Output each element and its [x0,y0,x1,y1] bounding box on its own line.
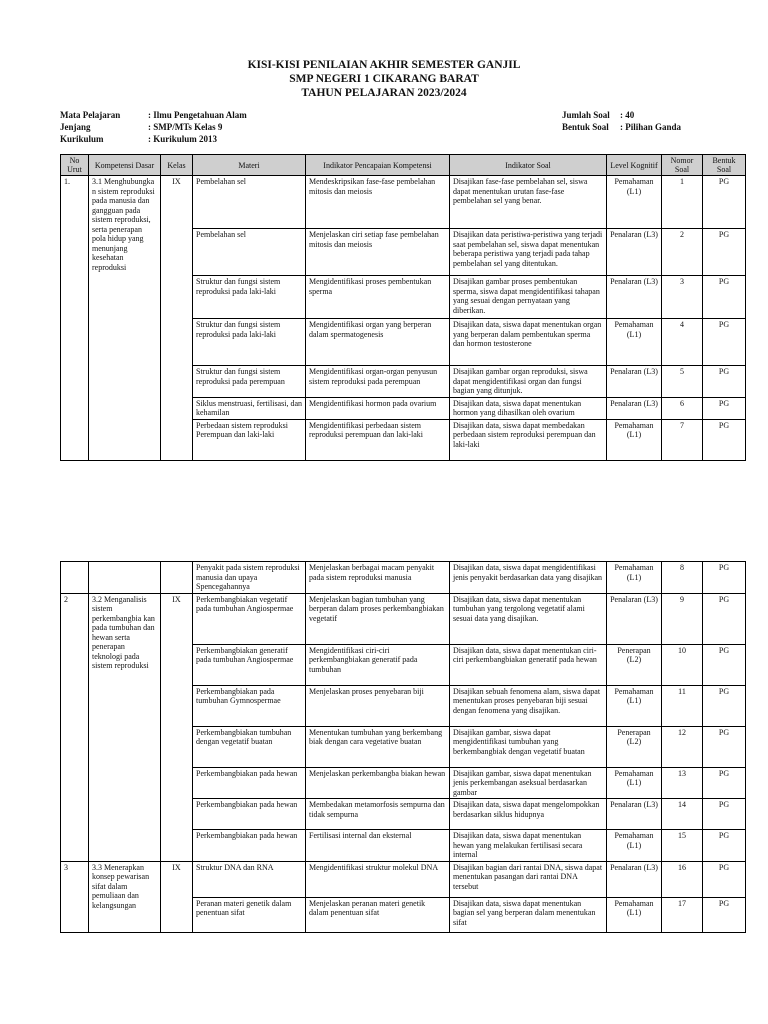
kisi-kisi-table-2 [60,561,746,933]
cell-ipk: Mengidentifikasi hormon pada ovarium [306,397,450,419]
col-header-kelas: Kelas [161,155,193,176]
cell-bentuk: PG [703,229,746,276]
bentuk-soal-value: : Pilihan Ganda [620,122,682,132]
cell-kelas [161,562,193,594]
col-header-ipk: Indikator Pencapaian Kompetensi [306,155,450,176]
cell-bentuk: PG [703,366,746,398]
cell-ipk: Menjelaskan ciri setiap fase pembelahan mitosis dan meiosis [306,229,450,276]
cell-indikator-soal: Disajikan sebuah fenomena alam, siswa dapat menentukan proses penyebaran biji sesuai dengan fenomena yang disajikan. [450,685,607,726]
table-header-row [61,155,746,176]
cell-bentuk: PG [703,176,746,229]
cell-materi: Siklus menstruasi, fertilisasi, dan kehamilan [193,397,306,419]
cell-nomor: 12 [662,726,703,767]
cell-kelas: IX [161,593,193,861]
cell-bentuk: PG [703,685,746,726]
cell-ipk: Menjelaskan peranan materi genetik dalam penentuan sifat [306,897,450,932]
cell-nomor: 2 [662,229,703,276]
cell-materi: Pembelahan sel [193,229,306,276]
cell-bentuk: PG [703,397,746,419]
cell-indikator-soal: Disajikan data, siswa dapat mengidentifikasi jenis penyakit berdasarkan data yang disajikan [450,562,607,594]
cell-kompetensi-dasar: 3.1 Menghubungka n sistem reproduksi pada manusia dan gangguan pada sistem reproduksi, serta penerapan pola hidup yang menunjang kesehatan reproduksi [89,176,161,461]
cell-materi: Peranan materi genetik dalam penentuan sifat [193,897,306,932]
cell-nomor: 4 [662,319,703,366]
cell-ipk: Mengidentifikasi struktur molekul DNA [306,861,450,897]
table-row [61,593,746,644]
cell-materi: Perkembangbiakan tumbuhan dengan vegetatif buatan [193,726,306,767]
cell-level: Penalaran (L3) [607,397,662,419]
cell-nomor: 6 [662,397,703,419]
col-header-bentuk: Bentuk Soal [703,155,746,176]
cell-level: Penerapan (L2) [607,726,662,767]
cell-materi: Perkembangbiakan pada hewan [193,767,306,799]
cell-bentuk: PG [703,726,746,767]
cell-nomor: 7 [662,419,703,460]
cell-indikator-soal: Disajikan data, siswa dapat menentukan tumbuhan yang tergolong vegetatif alami sesuai data yang disajikan. [450,593,607,644]
cell-level: Pemahaman (L1) [607,685,662,726]
cell-bentuk: PG [703,319,746,366]
cell-nomor: 15 [662,830,703,862]
cell-nomor: 3 [662,276,703,319]
col-header-level: Level Kognitif [607,155,662,176]
col-header-indikator-soal: Indikator Soal [450,155,607,176]
cell-ipk: Mengidentifikasi organ yang berperan dalam spermatogenesis [306,319,450,366]
cell-bentuk: PG [703,593,746,644]
cell-bentuk: PG [703,644,746,685]
cell-nomor: 10 [662,644,703,685]
cell-bentuk: PG [703,830,746,862]
cell-level: Pemahaman (L1) [607,767,662,799]
jumlah-soal-label: Jumlah Soal [562,110,610,120]
cell-kompetensi-dasar: 3.3 Menerapkan konsep pewarisan sifat dalam pemuliaan dan kelangsungan [89,861,161,932]
cell-no [61,562,89,594]
cell-nomor: 9 [662,593,703,644]
jenjang-value: : SMP/MTs Kelas 9 [148,122,223,132]
kisi-kisi-table-1 [60,154,746,461]
cell-indikator-soal: Disajikan data, siswa dapat mengelompokkan berdasarkan siklus hidupnya [450,799,607,830]
cell-level: Pemahaman (L1) [607,830,662,862]
cell-kelas: IX [161,176,193,461]
cell-nomor: 11 [662,685,703,726]
cell-materi: Struktur dan fungsi sistem reproduksi pada laki-laki [193,319,306,366]
cell-ipk: Menjelaskan perkembangba biakan hewan [306,767,450,799]
cell-bentuk: PG [703,861,746,897]
table-row [61,861,746,897]
cell-materi: Perkembangbiakan pada tumbuhan Gymnospermae [193,685,306,726]
cell-nomor: 14 [662,799,703,830]
cell-materi: Struktur dan fungsi sistem reproduksi pada laki-laki [193,276,306,319]
cell-level: Pemahaman (L1) [607,319,662,366]
cell-nomor: 13 [662,767,703,799]
cell-indikator-soal: Disajikan data peristiwa-peristiwa yang terjadi saat pembelahan sel, siswa dapat menentukan beberapa peristiwa yang terjadi pada tahap pembelahan sel yang ditentukan. [450,229,607,276]
mapel-label: Mata Pelajaran [60,110,121,120]
cell-nomor: 1 [662,176,703,229]
cell-level: Penalaran (L3) [607,861,662,897]
cell-indikator-soal: Disajikan data, siswa dapat menentukan ciri-ciri perkembangbiakan generatif pada hewan [450,644,607,685]
cell-indikator-soal: Disajikan gambar, siswa dapat menentukan jenis perkembangan aseksual berdasarkan gambar [450,767,607,799]
cell-level: Penalaran (L3) [607,593,662,644]
cell-indikator-soal: Disajikan data, siswa dapat membedakan perbedaan sistem reproduksi perempuan dan laki-laki [450,419,607,460]
cell-level: Penalaran (L3) [607,229,662,276]
cell-indikator-soal: Disajikan fase-fase pembelahan sel, siswa dapat menentukan urutan fase-fase pembelahan sel yang benar. [450,176,607,229]
cell-ipk: Mengidentifikasi perbedaan sistem reproduksi perempuan dan laki-laki [306,419,450,460]
cell-ipk: Menentukan tumbuhan yang berkembang biak dengan cara vegetative buatan [306,726,450,767]
cell-materi: Struktur dan fungsi sistem reproduksi pada perempuan [193,366,306,398]
table-row [61,562,746,594]
cell-level: Penalaran (L3) [607,366,662,398]
cell-materi: Perkembangbiakan generatif pada tumbuhan Angiospermae [193,644,306,685]
kurikulum-value: : Kurikulum 2013 [148,134,218,144]
cell-level: Penerapan (L2) [607,644,662,685]
cell-ipk: Fertilisasi internal dan eksternal [306,830,450,862]
cell-level: Pemahaman (L1) [607,419,662,460]
col-header-no: No Urut [61,155,89,176]
col-header-materi: Materi [193,155,306,176]
cell-indikator-soal: Disajikan bagian dari rantai DNA, siswa dapat menentukan pasangan dari rantai DNA tersebut [450,861,607,897]
cell-bentuk: PG [703,897,746,932]
doc-title-line1: KISI-KISI PENILAIAN AKHIR SEMESTER GANJIL [247,59,521,71]
cell-indikator-soal: Disajikan gambar proses pembentukan sperma, siswa dapat mengidentifikasi tahapan yang sesuai dengan pernyataan yang diberikan. [450,276,607,319]
cell-indikator-soal: Disajikan data, siswa dapat menentukan bagian sel yang berperan dalam menentukan sifat [450,897,607,932]
cell-ipk: Mengidentifikasi ciri-ciri perkembangbiakan generatif pada tumbuhan [306,644,450,685]
cell-no: 1. [61,176,89,461]
cell-ipk: Menjelaskan proses penyebaran biji [306,685,450,726]
jenjang-label: Jenjang [60,122,91,132]
mapel-value: : Ilmu Pengetahuan Alam [148,110,247,120]
cell-bentuk: PG [703,799,746,830]
cell-ipk: Mendeskripsikan fase-fase pembelahan mitosis dan meiosis [306,176,450,229]
cell-indikator-soal: Disajikan gambar organ reproduksi, siswa dapat mengidentifikasi organ dan fungsi bagian yang ditunjuk. [450,366,607,398]
meta-right [562,109,681,133]
cell-level: Penalaran (L3) [607,276,662,319]
cell-nomor: 8 [662,562,703,594]
cell-indikator-soal: Disajikan gambar, siswa dapat mengidentifikasi tumbuhan yang berkembangbiak dengan vegetatif buatan [450,726,607,767]
cell-kompetensi-dasar [89,562,161,594]
cell-indikator-soal: Disajikan data, siswa dapat menentukan hewan yang melakukan fertilisasi secara internal [450,830,607,862]
table-row [61,176,746,229]
cell-level: Pemahaman (L1) [607,897,662,932]
cell-level: Pemahaman (L1) [607,176,662,229]
cell-materi: Perkembangbiakan pada hewan [193,799,306,830]
bentuk-soal-label: Bentuk Soal [562,122,609,132]
col-header-nomor: Nomor Soal [662,155,703,176]
cell-level: Pemahaman (L1) [607,562,662,594]
cell-materi: Perbedaan sistem reproduksi Perempuan dan laki-laki [193,419,306,460]
cell-indikator-soal: Disajikan data, siswa dapat menentukan hormon yang dihasilkan oleh ovarium [450,397,607,419]
cell-bentuk: PG [703,767,746,799]
cell-materi: Pembelahan sel [193,176,306,229]
cell-nomor: 16 [662,861,703,897]
meta-left [60,109,247,145]
cell-bentuk: PG [703,562,746,594]
cell-ipk: Menjelaskan berbagai macam penyakit pada sistem reproduksi manusia [306,562,450,594]
cell-ipk: Menjelaskan bagian tumbuhan yang berperan dalam proses perkembangbiakan vegetatif [306,593,450,644]
cell-nomor: 5 [662,366,703,398]
cell-nomor: 17 [662,897,703,932]
cell-ipk: Mengidentifikasi proses pembentukan sperma [306,276,450,319]
cell-materi: Penyakit pada sistem reproduksi manusia dan upaya Spencegahannya [193,562,306,594]
cell-bentuk: PG [703,276,746,319]
cell-ipk: Membedakan metamorfosis sempurna dan tidak sempurna [306,799,450,830]
cell-indikator-soal: Disajikan data, siswa dapat menentukan organ yang berperan dalam pembentukan sperma dan hormon testosterone [450,319,607,366]
cell-level: Penalaran (L3) [607,799,662,830]
cell-no: 2 [61,593,89,861]
cell-kompetensi-dasar: 3.2 Menganalisis sistem perkembangbia kan pada tumbuhan dan hewan serta penerapan teknologi pada sistem reproduksi [89,593,161,861]
kurikulum-label: Kurikulum [60,134,104,144]
doc-title-school: SMP NEGERI 1 CIKARANG BARAT [289,73,479,85]
cell-bentuk: PG [703,419,746,460]
cell-no: 3 [61,861,89,932]
cell-materi: Struktur DNA dan RNA [193,861,306,897]
jumlah-soal-value: : 40 [620,110,635,120]
cell-materi: Perkembangbiakan pada hewan [193,830,306,862]
col-header-kd: Kompetensi Dasar [89,155,161,176]
cell-ipk: Mengidentifikasi organ-organ penyusun sistem reproduksi pada perempuan [306,366,450,398]
cell-kelas: IX [161,861,193,932]
doc-title-year: TAHUN PELAJARAN 2023/2024 [301,87,467,99]
cell-materi: Perkembangbiakan vegetatif pada tumbuhan Angiospermae [193,593,306,644]
